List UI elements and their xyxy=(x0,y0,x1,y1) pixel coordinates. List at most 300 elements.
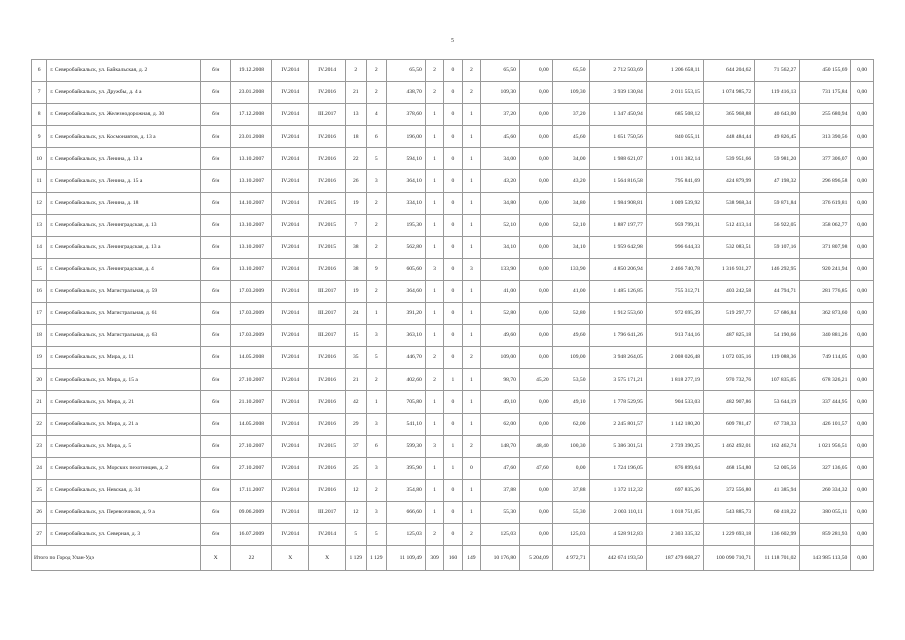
table-cell: IV.2014 xyxy=(272,435,309,457)
table-row xyxy=(32,148,874,170)
table-cell: 34,80 xyxy=(481,192,520,214)
table-cell: 1 xyxy=(425,391,443,413)
table-cell: IV.2014 xyxy=(272,82,309,104)
table-cell: 62,00 xyxy=(481,413,520,435)
table-cell: 37,88 xyxy=(552,479,589,501)
table-cell: 1 xyxy=(425,148,443,170)
total-cell: 4 972,71 xyxy=(552,546,589,571)
table-cell: IV.2016 xyxy=(309,369,346,391)
table-cell: б/н xyxy=(200,347,231,369)
table-cell: 1 xyxy=(462,303,480,325)
table-cell: 0 xyxy=(444,192,462,214)
table-cell: 59 981,20 xyxy=(755,148,800,170)
table-cell: 541,10 xyxy=(386,413,425,435)
table-cell: 0,00 xyxy=(851,479,874,501)
address-cell: г. Северобайкальск, ул. Мира, д. 11 xyxy=(47,347,200,369)
table-cell: 358 062,77 xyxy=(800,214,851,236)
table-cell: 0,00 xyxy=(519,148,552,170)
table-row xyxy=(32,347,874,369)
address-cell: г. Северобайкальск, ул. Ленинградская, д. 13 а xyxy=(47,236,200,258)
table-cell: 1 xyxy=(366,391,386,413)
table-cell: 52,80 xyxy=(481,303,520,325)
table-cell: 2 xyxy=(366,192,386,214)
table-cell: 13.10.2007 xyxy=(231,170,272,192)
table-cell: 13.10.2007 xyxy=(231,148,272,170)
table-cell: 0,00 xyxy=(851,258,874,280)
table-cell: 0 xyxy=(444,60,462,82)
table-cell: 1 xyxy=(462,104,480,126)
table-cell: 1 984 908,81 xyxy=(589,192,646,214)
table-cell: 196,00 xyxy=(386,126,425,148)
table-cell: 119 088,36 xyxy=(755,347,800,369)
table-cell: 0,00 xyxy=(851,214,874,236)
table-cell: 34,10 xyxy=(552,236,589,258)
table-cell: 354,80 xyxy=(386,479,425,501)
table-cell: 12 xyxy=(346,501,366,523)
table-cell: 685 508,12 xyxy=(646,104,703,126)
total-label: Итого по Город Улан-Удэ xyxy=(32,546,201,571)
table-cell: 1 xyxy=(444,369,462,391)
table-cell: 1 778 529,95 xyxy=(589,391,646,413)
table-cell: 125,03 xyxy=(552,523,589,545)
table-cell: 0,00 xyxy=(519,82,552,104)
table-cell: 17.03.2009 xyxy=(231,303,272,325)
address-cell: г. Северобайкальск, ул. Байкальская, д. 2 xyxy=(47,60,200,82)
row-number-cell: 27 xyxy=(32,523,47,545)
table-cell: 5 386 301,51 xyxy=(589,435,646,457)
table-cell: 2 xyxy=(462,435,480,457)
table-cell: 731 175,84 xyxy=(800,82,851,104)
table-cell: 3 948 264,05 xyxy=(589,347,646,369)
table-cell: 53,50 xyxy=(552,369,589,391)
table-cell: 45,60 xyxy=(481,126,520,148)
total-cell: 187 479 668,27 xyxy=(646,546,703,571)
table-cell: 3 xyxy=(462,258,480,280)
table-cell: б/н xyxy=(200,325,231,347)
table-cell: 5 xyxy=(346,523,366,545)
table-cell: 1 912 553,60 xyxy=(589,303,646,325)
table-cell: 1 959 642,98 xyxy=(589,236,646,258)
table-cell: 0,00 xyxy=(851,303,874,325)
table-cell: 38 xyxy=(346,236,366,258)
table-cell: 334,10 xyxy=(386,192,425,214)
table-cell: 0 xyxy=(444,523,462,545)
table-cell: 49,60 xyxy=(552,325,589,347)
table-cell: 2 245 801,57 xyxy=(589,413,646,435)
table-cell: 52,80 xyxy=(552,303,589,325)
table-cell: IV.2014 xyxy=(272,369,309,391)
table-cell: 378,60 xyxy=(386,104,425,126)
total-cell: 149 xyxy=(462,546,480,571)
row-number-cell: 24 xyxy=(32,457,47,479)
table-cell: б/н xyxy=(200,501,231,523)
table-cell: б/н xyxy=(200,214,231,236)
table-cell: б/н xyxy=(200,303,231,325)
table-cell: 59 871,84 xyxy=(755,192,800,214)
table-cell: 1 229 693,18 xyxy=(704,523,755,545)
table-cell: б/н xyxy=(200,369,231,391)
page-number: 5 xyxy=(451,38,454,44)
table-cell: 0,00 xyxy=(519,347,552,369)
table-cell: 1 011 382,14 xyxy=(646,148,703,170)
table-cell: 594,10 xyxy=(386,148,425,170)
table-cell: 1 072 035,16 xyxy=(704,347,755,369)
table-cell: 0,00 xyxy=(851,236,874,258)
table-cell: III.2017 xyxy=(309,104,346,126)
table-cell: 55,30 xyxy=(552,501,589,523)
address-cell: г. Северобайкальск, ул. Мира, д. 21 а xyxy=(47,413,200,435)
table-cell: 1 988 621,07 xyxy=(589,148,646,170)
table-cell: 644 204,62 xyxy=(704,60,755,82)
table-cell: IV.2016 xyxy=(309,258,346,280)
table-cell: 0,00 xyxy=(851,170,874,192)
table-cell: 2 303 335,32 xyxy=(646,523,703,545)
table-cell: 364,10 xyxy=(386,170,425,192)
table-cell: IV.2014 xyxy=(272,192,309,214)
row-number-cell: 6 xyxy=(32,60,47,82)
table-cell: IV.2015 xyxy=(309,214,346,236)
table-cell: 2 xyxy=(425,82,443,104)
table-cell: IV.2016 xyxy=(309,148,346,170)
table-cell: 2 xyxy=(425,523,443,545)
table-cell: 21.10.2007 xyxy=(231,391,272,413)
table-cell: 543 885,73 xyxy=(704,501,755,523)
table-cell: 2 xyxy=(366,60,386,82)
row-number-cell: 20 xyxy=(32,369,47,391)
table-cell: 255 680,94 xyxy=(800,104,851,126)
table-cell: 450 155,69 xyxy=(800,60,851,82)
table-cell: 109,30 xyxy=(552,82,589,104)
table-cell: IV.2014 xyxy=(272,214,309,236)
table-cell: 37,20 xyxy=(481,104,520,126)
table-cell: 859 281,93 xyxy=(800,523,851,545)
table-cell: 71 562,27 xyxy=(755,60,800,82)
address-cell: г. Северобайкальск, ул. Невская, д. 34 xyxy=(47,479,200,501)
table-cell: 0,00 xyxy=(519,258,552,280)
table-cell: IV.2016 xyxy=(309,457,346,479)
table-cell: 35 xyxy=(346,347,366,369)
total-cell: 10 176,80 xyxy=(481,546,520,571)
table-cell: IV.2014 xyxy=(309,523,346,545)
table-cell: 972 695,39 xyxy=(646,303,703,325)
row-number-cell: 12 xyxy=(32,192,47,214)
table-cell: 1 xyxy=(425,236,443,258)
table-cell: IV.2014 xyxy=(272,501,309,523)
table-cell: 0 xyxy=(444,104,462,126)
table-cell: 0 xyxy=(444,391,462,413)
table-cell: 0,00 xyxy=(851,104,874,126)
table-cell: III.2017 xyxy=(309,280,346,302)
table-cell: 2 xyxy=(366,369,386,391)
table-cell: 25 xyxy=(346,457,366,479)
table-cell: 45,60 xyxy=(552,126,589,148)
table-cell: III.2017 xyxy=(309,325,346,347)
table-cell: 37 xyxy=(346,435,366,457)
table-cell: 959 799,31 xyxy=(646,214,703,236)
table-cell: 0 xyxy=(444,170,462,192)
table-cell: 380 055,11 xyxy=(800,501,851,523)
table-cell: 446,70 xyxy=(386,347,425,369)
table-cell: б/н xyxy=(200,413,231,435)
table-cell: 363,10 xyxy=(386,325,425,347)
table-cell: 2 466 740,78 xyxy=(646,258,703,280)
table-cell: 395,90 xyxy=(386,457,425,479)
table-cell: 0,00 xyxy=(519,60,552,82)
table-cell: 62,00 xyxy=(552,413,589,435)
table-cell: 22 xyxy=(346,148,366,170)
table-cell: 146 292,95 xyxy=(755,258,800,280)
table-cell: 0 xyxy=(444,148,462,170)
table-cell: IV.2014 xyxy=(272,303,309,325)
row-number-cell: 8 xyxy=(32,104,47,126)
address-cell: г. Северобайкальск, ул. Космонавтов, д. 13 а xyxy=(47,126,200,148)
table-cell: 38 xyxy=(346,258,366,280)
table-cell: 3 xyxy=(425,435,443,457)
table-cell: 13.10.2007 xyxy=(231,236,272,258)
table-cell: 5 xyxy=(366,148,386,170)
table-cell: 67 738,33 xyxy=(755,413,800,435)
table-cell: 327 136,05 xyxy=(800,457,851,479)
table-cell: 337 444,95 xyxy=(800,391,851,413)
table-row xyxy=(32,82,874,104)
total-cell: X xyxy=(200,546,231,571)
table-cell: 519 297,77 xyxy=(704,303,755,325)
table-cell: 362 873,60 xyxy=(800,303,851,325)
table-cell: 1 009 539,92 xyxy=(646,192,703,214)
table-cell: 0,00 xyxy=(519,501,552,523)
table-cell: 21 xyxy=(346,82,366,104)
table-cell: 17.03.2009 xyxy=(231,280,272,302)
table-cell: 0 xyxy=(444,347,462,369)
table-cell: 109,00 xyxy=(481,347,520,369)
table-cell: 403 242,58 xyxy=(704,280,755,302)
table-cell: 1 xyxy=(462,280,480,302)
table-row xyxy=(32,236,874,258)
table-cell: 1 xyxy=(425,192,443,214)
address-cell: г. Северобайкальск, ул. Ленинградская, д. 13 xyxy=(47,214,200,236)
table-cell: 1 316 931,27 xyxy=(704,258,755,280)
table-body xyxy=(32,60,874,571)
table-cell: IV.2015 xyxy=(309,236,346,258)
table-cell: 17.12.2008 xyxy=(231,104,272,126)
table-cell: 599,30 xyxy=(386,435,425,457)
table-cell: 1 xyxy=(425,413,443,435)
table-cell: 40 643,00 xyxy=(755,104,800,126)
table-row xyxy=(32,325,874,347)
table-cell: б/н xyxy=(200,457,231,479)
table-row xyxy=(32,170,874,192)
table-cell: 1 818 277,19 xyxy=(646,369,703,391)
table-cell: б/н xyxy=(200,280,231,302)
table-cell: 27.10.2007 xyxy=(231,369,272,391)
table-cell: 0 xyxy=(444,236,462,258)
table-cell: 59 107,16 xyxy=(755,236,800,258)
table-cell: IV.2016 xyxy=(309,82,346,104)
table-cell: 136 602,99 xyxy=(755,523,800,545)
table-cell: 0,00 xyxy=(519,104,552,126)
table-cell: 391,20 xyxy=(386,303,425,325)
table-cell: 1 xyxy=(462,479,480,501)
table-cell: 27.10.2007 xyxy=(231,435,272,457)
table-cell: 1 xyxy=(462,369,480,391)
table-cell: 755 312,71 xyxy=(646,280,703,302)
table-cell: 23.01.2008 xyxy=(231,82,272,104)
total-cell: 5 204,09 xyxy=(519,546,552,571)
table-cell: 0 xyxy=(444,501,462,523)
table-cell: IV.2016 xyxy=(309,347,346,369)
table-cell: 0 xyxy=(444,325,462,347)
address-cell: г. Северобайкальск, ул. Мира, д. 15 а xyxy=(47,369,200,391)
table-cell: б/н xyxy=(200,523,231,545)
table-cell: 26 xyxy=(346,170,366,192)
table-cell: III.2017 xyxy=(309,303,346,325)
table-cell: 34,00 xyxy=(552,148,589,170)
total-cell: 309 xyxy=(425,546,443,571)
table-cell: 605,60 xyxy=(386,258,425,280)
table-cell: 904 533,03 xyxy=(646,391,703,413)
address-cell: г. Северобайкальск, ул. Ленинградская, д. 4 xyxy=(47,258,200,280)
table-cell: 100,30 xyxy=(552,435,589,457)
table-cell: 1 xyxy=(462,236,480,258)
table-row xyxy=(32,126,874,148)
table-cell: 260 334,32 xyxy=(800,479,851,501)
table-cell: 0,00 xyxy=(851,369,874,391)
table-cell: 43,20 xyxy=(481,170,520,192)
table-cell: 0,00 xyxy=(851,82,874,104)
table-cell: б/н xyxy=(200,258,231,280)
total-cell: 22 xyxy=(231,546,272,571)
table-cell: 1 xyxy=(444,435,462,457)
table-cell: б/н xyxy=(200,479,231,501)
table-cell: 2 712 503,69 xyxy=(589,60,646,82)
table-cell: 448 484,44 xyxy=(704,126,755,148)
total-cell: 143 985 113,50 xyxy=(800,546,851,571)
row-number-cell: 23 xyxy=(32,435,47,457)
table-cell: 2 xyxy=(425,347,443,369)
table-cell: 14.10.2007 xyxy=(231,192,272,214)
table-cell: 9 xyxy=(366,258,386,280)
table-cell: 0,00 xyxy=(851,280,874,302)
table-cell: 0,00 xyxy=(851,347,874,369)
table-cell: 37,88 xyxy=(481,479,520,501)
table-cell: 14.05.2008 xyxy=(231,413,272,435)
table-cell: б/н xyxy=(200,236,231,258)
table-cell: 795 841,69 xyxy=(646,170,703,192)
address-cell: г. Северобайкальск, ул. Морских пехотинцев, д. 2 xyxy=(47,457,200,479)
table-cell: 49,60 xyxy=(481,325,520,347)
table-cell: IV.2016 xyxy=(309,170,346,192)
table-cell: 468 154,80 xyxy=(704,457,755,479)
table-cell: 27.10.2007 xyxy=(231,457,272,479)
table-cell: 6 xyxy=(366,126,386,148)
table-cell: 125,03 xyxy=(386,523,425,545)
table-cell: 1 xyxy=(425,457,443,479)
row-number-cell: 19 xyxy=(32,347,47,369)
row-number-cell: 26 xyxy=(32,501,47,523)
table-cell: 487 825,18 xyxy=(704,325,755,347)
table-cell: 13.10.2007 xyxy=(231,258,272,280)
table-row xyxy=(32,214,874,236)
table-row xyxy=(32,479,874,501)
table-cell: 402,60 xyxy=(386,369,425,391)
total-cell: 160 xyxy=(444,546,462,571)
table-cell: 1 xyxy=(462,170,480,192)
table-cell: 1 651 750,56 xyxy=(589,126,646,148)
table-cell: 12 xyxy=(346,479,366,501)
table-cell: 2 739 390,25 xyxy=(646,435,703,457)
table-cell: 1 018 751,05 xyxy=(646,501,703,523)
table-cell: 42 xyxy=(346,391,366,413)
table-cell: 148,70 xyxy=(481,435,520,457)
table-cell: 1 xyxy=(425,170,443,192)
table-cell: 749 114,05 xyxy=(800,347,851,369)
table-cell: 3 xyxy=(366,457,386,479)
table-cell: 2 xyxy=(462,347,480,369)
table-cell: IV.2014 xyxy=(272,280,309,302)
table-cell: 41 385,94 xyxy=(755,479,800,501)
total-cell: X xyxy=(309,546,346,571)
table-cell: 4 xyxy=(366,104,386,126)
table-cell: 17.03.2009 xyxy=(231,325,272,347)
total-cell: 11 109,49 xyxy=(386,546,425,571)
table-row xyxy=(32,369,874,391)
table-cell: 47,60 xyxy=(519,457,552,479)
table-cell: 107 835,05 xyxy=(755,369,800,391)
table-cell: 19 xyxy=(346,280,366,302)
table-cell: 1 xyxy=(462,126,480,148)
table-cell: 0,00 xyxy=(519,391,552,413)
table-cell: 1 142 180,20 xyxy=(646,413,703,435)
table-cell: 1 xyxy=(366,303,386,325)
table-cell: 52,10 xyxy=(552,214,589,236)
table-cell: 1 xyxy=(462,325,480,347)
address-cell: г. Северобайкальск, ул. Магистральная, д. 63 xyxy=(47,325,200,347)
table-cell: б/н xyxy=(200,192,231,214)
table-cell: 0 xyxy=(444,82,462,104)
table-cell: 562,80 xyxy=(386,236,425,258)
table-cell: IV.2014 xyxy=(272,170,309,192)
table-cell: б/н xyxy=(200,82,231,104)
table-cell: б/н xyxy=(200,148,231,170)
table-row xyxy=(32,457,874,479)
table-cell: 1 564 816,58 xyxy=(589,170,646,192)
table-row xyxy=(32,435,874,457)
table-cell: 1 xyxy=(462,391,480,413)
table-cell: 24 xyxy=(346,303,366,325)
table-cell: 49,10 xyxy=(552,391,589,413)
row-number-cell: 13 xyxy=(32,214,47,236)
table-cell: 0,00 xyxy=(851,148,874,170)
table-cell: 0,00 xyxy=(519,479,552,501)
table-cell: 2 xyxy=(366,214,386,236)
table-cell: 609 781,47 xyxy=(704,413,755,435)
table-cell: 56 922,05 xyxy=(755,214,800,236)
table-cell: 426 101,57 xyxy=(800,413,851,435)
table-cell: 539 951,66 xyxy=(704,148,755,170)
row-number-cell: 16 xyxy=(32,280,47,302)
table-cell: 296 896,58 xyxy=(800,170,851,192)
table-cell: 281 776,85 xyxy=(800,280,851,302)
table-cell: 60 418,22 xyxy=(755,501,800,523)
table-cell: 0,00 xyxy=(851,457,874,479)
table-cell: 16.07.2009 xyxy=(231,523,272,545)
table-cell: 0,00 xyxy=(519,280,552,302)
table-cell: 37,20 xyxy=(552,104,589,126)
table-cell: 1 xyxy=(425,126,443,148)
table-cell: 0 xyxy=(444,413,462,435)
address-cell: г. Северобайкальск, ул. Перевозчиков, д. 9 а xyxy=(47,501,200,523)
table-cell: IV.2016 xyxy=(309,391,346,413)
